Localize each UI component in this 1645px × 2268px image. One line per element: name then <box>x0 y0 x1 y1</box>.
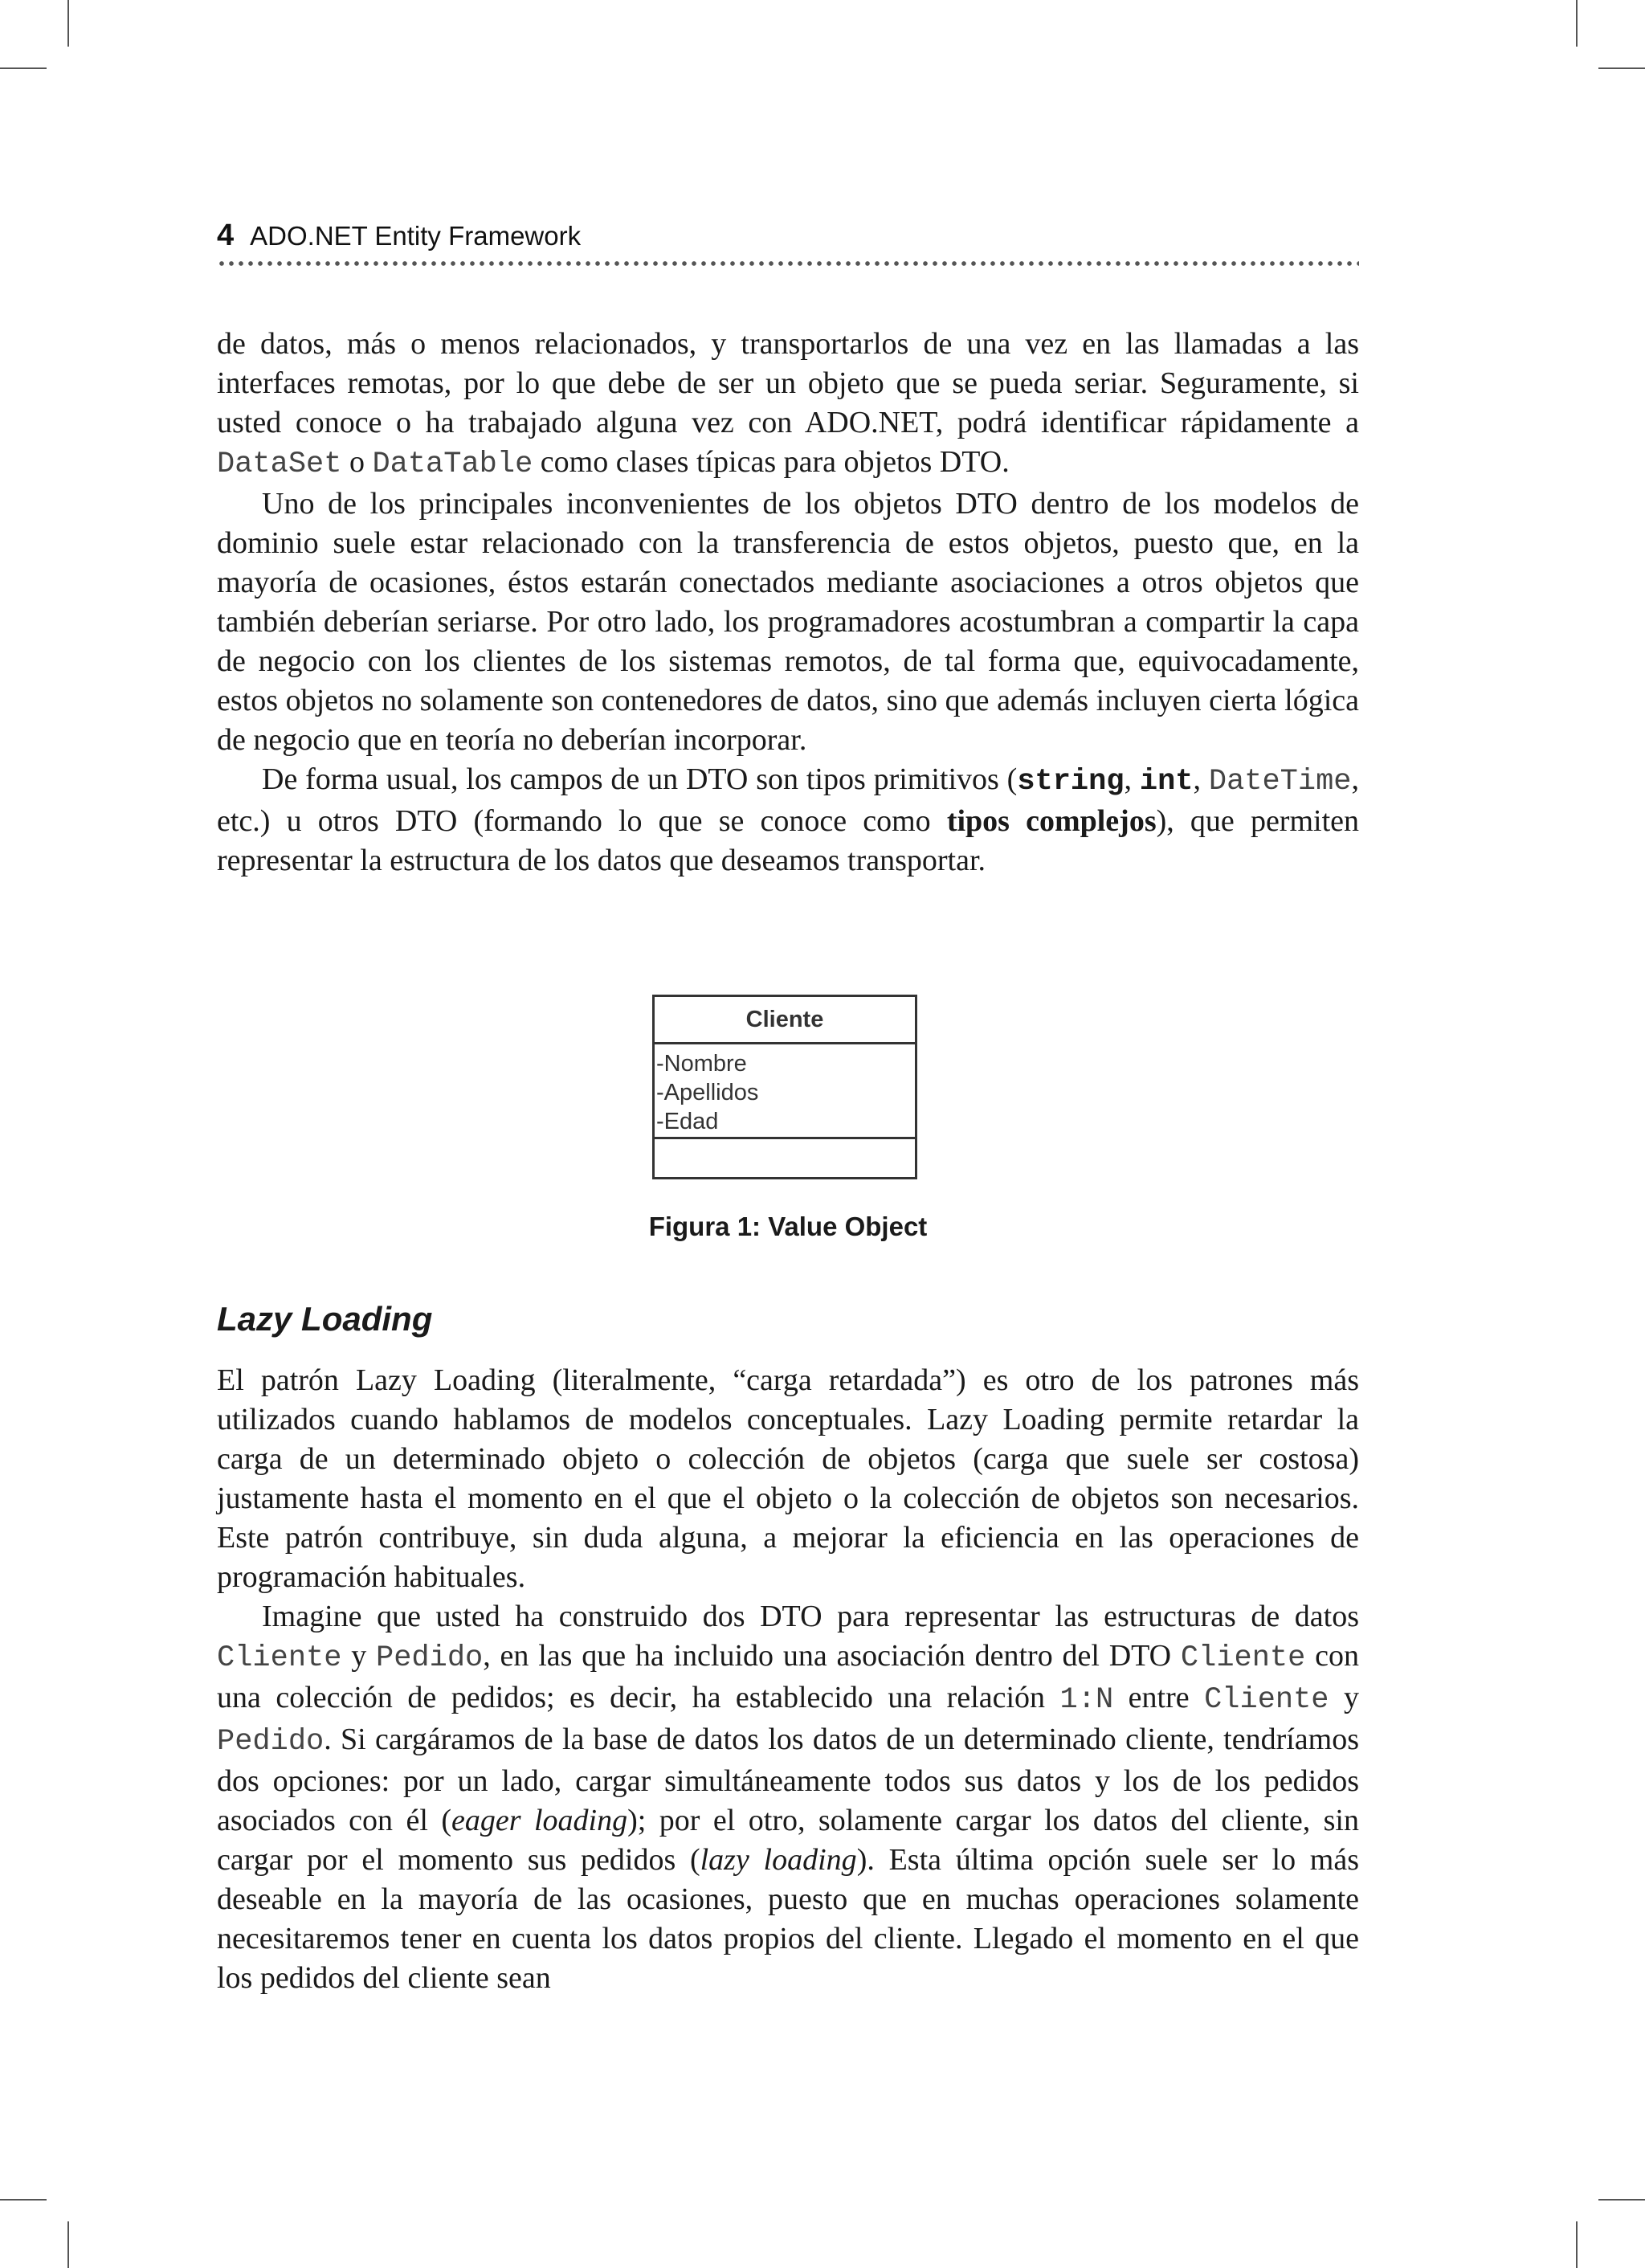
body-text-bottom <box>217 1361 1359 1998</box>
code-cliente: Cliente <box>217 1641 342 1675</box>
uml-class-diagram <box>652 995 917 1179</box>
crop-mark <box>0 67 47 69</box>
text-run: Imagine que usted ha construido dos DTO para representar las estructuras de datos <box>262 1600 1359 1633</box>
code-datatable: DataTable <box>372 447 533 481</box>
crop-mark <box>0 2199 47 2201</box>
code-int: int <box>1139 765 1194 799</box>
running-header <box>217 219 1359 253</box>
text-run: , <box>1193 762 1209 796</box>
crop-mark <box>1576 2221 1578 2268</box>
text-run: ), que permiten representar la estructura de los datos que deseamos transportar. <box>217 804 1359 877</box>
text-run: como clases típicas para objetos DTO. <box>533 445 1010 479</box>
text-run: y <box>341 1639 377 1673</box>
text-run: De forma usual, los campos de un DTO son tipos primitivos ( <box>262 762 1018 796</box>
header-dotted-rule <box>217 259 1359 268</box>
text-run: entre <box>1113 1681 1205 1714</box>
bold-term: tipos complejos <box>946 804 1157 838</box>
page-number: 4 <box>217 219 235 252</box>
uml-class-name: Cliente <box>655 997 915 1044</box>
italic-term: eager loading <box>451 1804 628 1837</box>
text-run: . Si cargáramos de la base de datos los datos de un determinado cliente, tendríamos dos opciones: por un lado, cargar simultáneamente todos sus datos y los de los pedidos asociados con él ( <box>217 1722 1359 1837</box>
text-run: o <box>341 445 373 479</box>
code-cliente: Cliente <box>1204 1683 1329 1717</box>
crop-mark <box>1598 67 1645 69</box>
code-pedido: Pedido <box>376 1641 484 1675</box>
italic-term: lazy loading <box>700 1843 857 1877</box>
text-run: ). Esta última opción suele ser lo más deseable en la mayoría de las ocasiones, puesto que en muchas operaciones solamente necesitaremos tener en cuenta los datos propios del cliente. Llegado el momento en el que los pedidos del cliente sean <box>217 1843 1360 1995</box>
crop-mark <box>1576 0 1578 47</box>
code-string: string <box>1017 765 1125 799</box>
code-datetime: DateTime <box>1208 765 1352 799</box>
crop-mark <box>67 0 69 47</box>
uml-attribute: -Apellidos <box>656 1080 759 1105</box>
text-run: de datos, más o menos relacionados, y transportarlos de una vez en las llamadas a las interfaces remotas, por lo que debe de ser un objeto que se pueda seriar. Seguramente, si usted conoce o ha trabajado alguna vez con ADO.NET, podrá identificar rápidamente a <box>217 327 1359 439</box>
crop-mark <box>1598 2199 1645 2201</box>
paragraph-5 <box>217 1597 1359 1998</box>
code-pedido: Pedido <box>217 1725 325 1759</box>
paragraph-2: Uno de los principales inconvenientes de los objetos DTO dentro de los modelos de dominio suele estar relacionado con la transferencia de estos objetos, puesto que, en la mayoría de ocasiones, éstos estarán conectados mediante asociaciones a otros objetos que también deberían seriarse. Por otro lado, los programadores acostumbran a compartir la capa de negocio con los clientes de los sistemas remotos, de tal forma que, equivocadamente, estos objetos no solamente son contenedores de datos, sino que además incluyen cierta lógica de negocio que en teoría no deberían incorporar. <box>217 487 1359 757</box>
crop-mark <box>67 2221 69 2268</box>
uml-attribute: -Nombre <box>656 1051 747 1077</box>
uml-attributes <box>655 1044 915 1139</box>
running-title: ADO.NET Entity Framework <box>250 221 582 251</box>
paragraph-4: El patrón Lazy Loading (literalmente, “carga retardada”) es otro de los patrones más utilizados cuando hablamos de modelos conceptuales. Lazy Loading permite retardar la carga de un determinado objeto o colección de objetos (carga que suele ser costosa) justamente hasta el momento en el que el objeto o la colección de objetos son necesarios. Este patrón contribuye, sin duda alguna, a mejorar la eficiencia en las operaciones de programación habituales. <box>217 1363 1359 1594</box>
text-run: ); por el otro, solamente cargar los datos del cliente, sin cargar por el momento sus pedidos ( <box>217 1804 1359 1877</box>
text-run: , <box>1124 762 1140 796</box>
text-run: , en las que ha incluido una asociación dentro del DTO <box>483 1639 1181 1673</box>
code-cliente: Cliente <box>1180 1641 1306 1675</box>
text-run: con una colección de pedidos; es decir, ha establecido una relación <box>217 1639 1359 1714</box>
text-run: y <box>1329 1681 1359 1714</box>
section-heading: Lazy Loading <box>217 1300 433 1338</box>
code-dataset: DataSet <box>217 447 342 481</box>
text-run: , etc.) u otros DTO (formando lo que se conoce como <box>217 762 1359 838</box>
figure-caption: Figura 1: Value Object <box>648 1212 928 1241</box>
body-text-top <box>217 325 1359 881</box>
paragraph-3 <box>217 760 1359 881</box>
code-relation: 1:N <box>1059 1683 1114 1717</box>
paragraph-1 <box>217 325 1359 484</box>
uml-attribute: -Edad <box>656 1109 719 1134</box>
